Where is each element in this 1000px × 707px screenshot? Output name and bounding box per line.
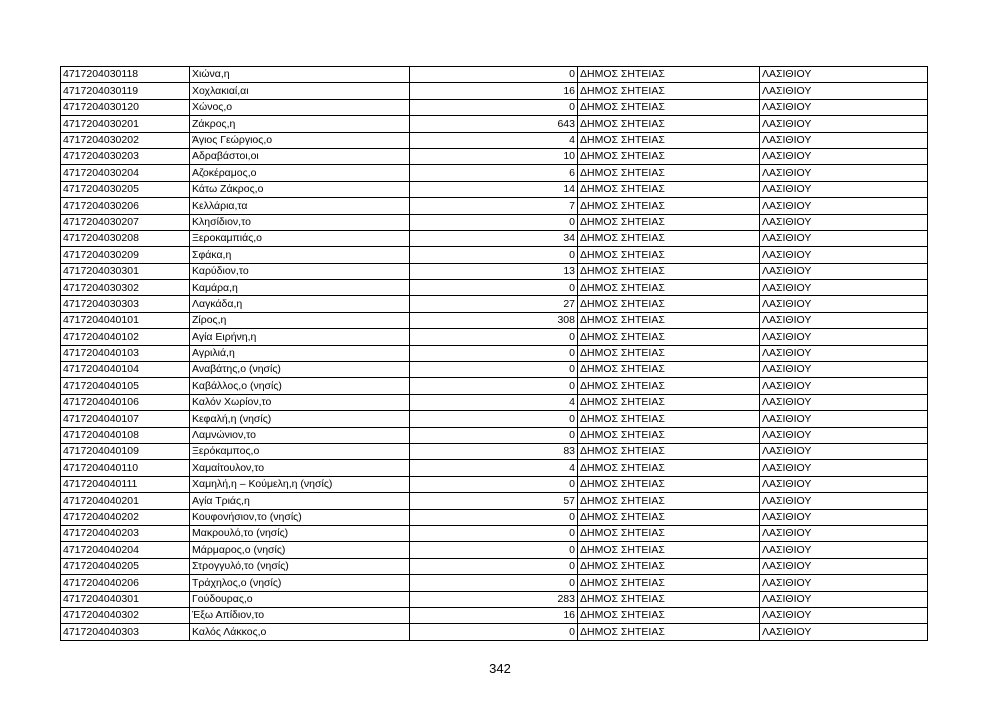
municipality-cell: ΔΗΜΟΣ ΣΗΤΕΙΑΣ xyxy=(578,116,760,132)
population-cell: 0 xyxy=(410,67,578,83)
code-cell: 4717204040204 xyxy=(61,542,190,558)
population-cell: 16 xyxy=(410,83,578,99)
table-row xyxy=(61,624,928,640)
municipality-cell: ΔΗΜΟΣ ΣΗΤΕΙΑΣ xyxy=(578,607,760,623)
code-cell: 4717204040109 xyxy=(61,443,190,459)
settlements-table-body xyxy=(61,67,928,641)
prefecture-cell: ΛΑΣΙΘΙΟΥ xyxy=(760,247,928,263)
settlement-name-cell: Καβάλλος,ο (νησίς) xyxy=(190,378,410,394)
table-row xyxy=(61,443,928,459)
table-row xyxy=(61,378,928,394)
municipality-cell: ΔΗΜΟΣ ΣΗΤΕΙΑΣ xyxy=(578,198,760,214)
prefecture-cell: ΛΑΣΙΘΙΟΥ xyxy=(760,67,928,83)
table-row xyxy=(61,394,928,410)
settlement-name-cell: Αναβάτης,ο (νησίς) xyxy=(190,362,410,378)
settlement-name-cell: Γούδουρας,ο xyxy=(190,591,410,607)
table-row xyxy=(61,542,928,558)
code-cell: 4717204040108 xyxy=(61,427,190,443)
table-row xyxy=(61,67,928,83)
prefecture-cell: ΛΑΣΙΘΙΟΥ xyxy=(760,607,928,623)
prefecture-cell: ΛΑΣΙΘΙΟΥ xyxy=(760,443,928,459)
population-cell: 0 xyxy=(410,542,578,558)
code-cell: 4717204030119 xyxy=(61,83,190,99)
table-row xyxy=(61,345,928,361)
settlement-name-cell: Λαγκάδα,η xyxy=(190,296,410,312)
population-cell: 4 xyxy=(410,132,578,148)
population-cell: 0 xyxy=(410,345,578,361)
prefecture-cell: ΛΑΣΙΘΙΟΥ xyxy=(760,214,928,230)
prefecture-cell: ΛΑΣΙΘΙΟΥ xyxy=(760,411,928,427)
population-cell: 0 xyxy=(410,214,578,230)
settlement-name-cell: Ξεροκαμπιάς,ο xyxy=(190,230,410,246)
municipality-cell: ΔΗΜΟΣ ΣΗΤΕΙΑΣ xyxy=(578,132,760,148)
settlement-name-cell: Μακρουλό,το (νησίς) xyxy=(190,525,410,541)
table-row xyxy=(61,280,928,296)
population-cell: 16 xyxy=(410,607,578,623)
prefecture-cell: ΛΑΣΙΘΙΟΥ xyxy=(760,132,928,148)
settlement-name-cell: Αδραβάστοι,οι xyxy=(190,148,410,164)
prefecture-cell: ΛΑΣΙΘΙΟΥ xyxy=(760,378,928,394)
settlement-name-cell: Αγία Ειρήνη,η xyxy=(190,329,410,345)
prefecture-cell: ΛΑΣΙΘΙΟΥ xyxy=(760,83,928,99)
code-cell: 4717204030302 xyxy=(61,280,190,296)
table-row xyxy=(61,329,928,345)
population-cell: 14 xyxy=(410,181,578,197)
code-cell: 4717204040110 xyxy=(61,460,190,476)
population-cell: 0 xyxy=(410,509,578,525)
prefecture-cell: ΛΑΣΙΘΙΟΥ xyxy=(760,280,928,296)
code-cell: 4717204040105 xyxy=(61,378,190,394)
prefecture-cell: ΛΑΣΙΘΙΟΥ xyxy=(760,493,928,509)
population-cell: 13 xyxy=(410,263,578,279)
settlement-name-cell: Στρογγυλό,το (νησίς) xyxy=(190,558,410,574)
prefecture-cell: ΛΑΣΙΘΙΟΥ xyxy=(760,427,928,443)
prefecture-cell: ΛΑΣΙΘΙΟΥ xyxy=(760,165,928,181)
municipality-cell: ΔΗΜΟΣ ΣΗΤΕΙΑΣ xyxy=(578,394,760,410)
prefecture-cell: ΛΑΣΙΘΙΟΥ xyxy=(760,198,928,214)
population-cell: 0 xyxy=(410,378,578,394)
population-cell: 283 xyxy=(410,591,578,607)
settlement-name-cell: Κελλάρια,τα xyxy=(190,198,410,214)
table-row xyxy=(61,263,928,279)
settlement-name-cell: Ζάκρος,η xyxy=(190,116,410,132)
population-cell: 34 xyxy=(410,230,578,246)
code-cell: 4717204030120 xyxy=(61,99,190,115)
settlement-name-cell: Αγία Τριάς,η xyxy=(190,493,410,509)
table-row xyxy=(61,362,928,378)
settlement-name-cell: Καλός Λάκκος,ο xyxy=(190,624,410,640)
settlement-name-cell: Χαμαίτουλον,το xyxy=(190,460,410,476)
municipality-cell: ΔΗΜΟΣ ΣΗΤΕΙΑΣ xyxy=(578,460,760,476)
table-row xyxy=(61,83,928,99)
municipality-cell: ΔΗΜΟΣ ΣΗΤΕΙΑΣ xyxy=(578,476,760,492)
population-cell: 0 xyxy=(410,362,578,378)
population-cell: 6 xyxy=(410,165,578,181)
settlement-name-cell: Σφάκα,η xyxy=(190,247,410,263)
table-row xyxy=(61,476,928,492)
prefecture-cell: ΛΑΣΙΘΙΟΥ xyxy=(760,591,928,607)
population-cell: 0 xyxy=(410,525,578,541)
prefecture-cell: ΛΑΣΙΘΙΟΥ xyxy=(760,558,928,574)
population-cell: 10 xyxy=(410,148,578,164)
settlement-name-cell: Αγριλιά,η xyxy=(190,345,410,361)
prefecture-cell: ΛΑΣΙΘΙΟΥ xyxy=(760,116,928,132)
prefecture-cell: ΛΑΣΙΘΙΟΥ xyxy=(760,296,928,312)
code-cell: 4717204030205 xyxy=(61,181,190,197)
prefecture-cell: ΛΑΣΙΘΙΟΥ xyxy=(760,476,928,492)
table-row xyxy=(61,558,928,574)
prefecture-cell: ΛΑΣΙΘΙΟΥ xyxy=(760,362,928,378)
population-cell: 0 xyxy=(410,99,578,115)
settlement-name-cell: Χιώνα,η xyxy=(190,67,410,83)
prefecture-cell: ΛΑΣΙΘΙΟΥ xyxy=(760,230,928,246)
municipality-cell: ΔΗΜΟΣ ΣΗΤΕΙΑΣ xyxy=(578,443,760,459)
population-cell: 0 xyxy=(410,427,578,443)
code-cell: 4717204030201 xyxy=(61,116,190,132)
population-cell: 83 xyxy=(410,443,578,459)
code-cell: 4717204040301 xyxy=(61,591,190,607)
municipality-cell: ΔΗΜΟΣ ΣΗΤΕΙΑΣ xyxy=(578,558,760,574)
code-cell: 4717204040106 xyxy=(61,394,190,410)
population-cell: 7 xyxy=(410,198,578,214)
table-row xyxy=(61,460,928,476)
settlement-name-cell: Τράχηλος,ο (νησίς) xyxy=(190,575,410,591)
prefecture-cell: ΛΑΣΙΘΙΟΥ xyxy=(760,509,928,525)
prefecture-cell: ΛΑΣΙΘΙΟΥ xyxy=(760,329,928,345)
population-cell: 0 xyxy=(410,247,578,263)
prefecture-cell: ΛΑΣΙΘΙΟΥ xyxy=(760,525,928,541)
population-cell: 0 xyxy=(410,558,578,574)
table-row xyxy=(61,509,928,525)
code-cell: 4717204040302 xyxy=(61,607,190,623)
prefecture-cell: ΛΑΣΙΘΙΟΥ xyxy=(760,312,928,328)
table-row xyxy=(61,99,928,115)
code-cell: 4717204040201 xyxy=(61,493,190,509)
municipality-cell: ΔΗΜΟΣ ΣΗΤΕΙΑΣ xyxy=(578,329,760,345)
prefecture-cell: ΛΑΣΙΘΙΟΥ xyxy=(760,460,928,476)
code-cell: 4717204040206 xyxy=(61,575,190,591)
municipality-cell: ΔΗΜΟΣ ΣΗΤΕΙΑΣ xyxy=(578,509,760,525)
settlement-name-cell: Καλόν Χωρίον,το xyxy=(190,394,410,410)
municipality-cell: ΔΗΜΟΣ ΣΗΤΕΙΑΣ xyxy=(578,165,760,181)
population-cell: 57 xyxy=(410,493,578,509)
code-cell: 4717204030207 xyxy=(61,214,190,230)
municipality-cell: ΔΗΜΟΣ ΣΗΤΕΙΑΣ xyxy=(578,83,760,99)
code-cell: 4717204040203 xyxy=(61,525,190,541)
code-cell: 4717204040104 xyxy=(61,362,190,378)
table-row xyxy=(61,575,928,591)
settlement-name-cell: Κάτω Ζάκρος,ο xyxy=(190,181,410,197)
settlement-name-cell: Αζοκέραμος,ο xyxy=(190,165,410,181)
prefecture-cell: ΛΑΣΙΘΙΟΥ xyxy=(760,575,928,591)
settlement-name-cell: Μάρμαρος,ο (νησίς) xyxy=(190,542,410,558)
code-cell: 4717204040111 xyxy=(61,476,190,492)
table-row xyxy=(61,591,928,607)
municipality-cell: ΔΗΜΟΣ ΣΗΤΕΙΑΣ xyxy=(578,67,760,83)
settlement-name-cell: Ξερόκαμπος,ο xyxy=(190,443,410,459)
municipality-cell: ΔΗΜΟΣ ΣΗΤΕΙΑΣ xyxy=(578,378,760,394)
prefecture-cell: ΛΑΣΙΘΙΟΥ xyxy=(760,394,928,410)
table-row xyxy=(61,165,928,181)
code-cell: 4717204030301 xyxy=(61,263,190,279)
table-row xyxy=(61,132,928,148)
prefecture-cell: ΛΑΣΙΘΙΟΥ xyxy=(760,624,928,640)
code-cell: 4717204030209 xyxy=(61,247,190,263)
municipality-cell: ΔΗΜΟΣ ΣΗΤΕΙΑΣ xyxy=(578,362,760,378)
settlement-name-cell: Χώνος,ο xyxy=(190,99,410,115)
settlement-name-cell: Καρύδιον,το xyxy=(190,263,410,279)
prefecture-cell: ΛΑΣΙΘΙΟΥ xyxy=(760,263,928,279)
settlement-name-cell: Λαμνώνιον,το xyxy=(190,427,410,443)
municipality-cell: ΔΗΜΟΣ ΣΗΤΕΙΑΣ xyxy=(578,542,760,558)
municipality-cell: ΔΗΜΟΣ ΣΗΤΕΙΑΣ xyxy=(578,214,760,230)
population-cell: 4 xyxy=(410,394,578,410)
population-cell: 4 xyxy=(410,460,578,476)
table-row xyxy=(61,312,928,328)
population-cell: 27 xyxy=(410,296,578,312)
prefecture-cell: ΛΑΣΙΘΙΟΥ xyxy=(760,181,928,197)
population-cell: 0 xyxy=(410,575,578,591)
population-cell: 0 xyxy=(410,280,578,296)
code-cell: 4717204040101 xyxy=(61,312,190,328)
table-row xyxy=(61,214,928,230)
population-cell: 0 xyxy=(410,624,578,640)
code-cell: 4717204030303 xyxy=(61,296,190,312)
settlement-name-cell: Έξω Απίδιον,το xyxy=(190,607,410,623)
settlement-name-cell: Ζίρος,η xyxy=(190,312,410,328)
table-row xyxy=(61,230,928,246)
municipality-cell: ΔΗΜΟΣ ΣΗΤΕΙΑΣ xyxy=(578,624,760,640)
population-cell: 308 xyxy=(410,312,578,328)
settlement-name-cell: Καμάρα,η xyxy=(190,280,410,296)
population-cell: 0 xyxy=(410,476,578,492)
table-row xyxy=(61,296,928,312)
table-row xyxy=(61,181,928,197)
code-cell: 4717204040107 xyxy=(61,411,190,427)
code-cell: 4717204040303 xyxy=(61,624,190,640)
municipality-cell: ΔΗΜΟΣ ΣΗΤΕΙΑΣ xyxy=(578,525,760,541)
municipality-cell: ΔΗΜΟΣ ΣΗΤΕΙΑΣ xyxy=(578,411,760,427)
settlement-name-cell: Κλησίδιον,το xyxy=(190,214,410,230)
prefecture-cell: ΛΑΣΙΘΙΟΥ xyxy=(760,345,928,361)
municipality-cell: ΔΗΜΟΣ ΣΗΤΕΙΑΣ xyxy=(578,345,760,361)
table-row xyxy=(61,148,928,164)
settlement-name-cell: Χοχλακιαί,αι xyxy=(190,83,410,99)
prefecture-cell: ΛΑΣΙΘΙΟΥ xyxy=(760,542,928,558)
municipality-cell: ΔΗΜΟΣ ΣΗΤΕΙΑΣ xyxy=(578,263,760,279)
settlement-name-cell: Κεφαλή,η (νησίς) xyxy=(190,411,410,427)
table-row xyxy=(61,525,928,541)
municipality-cell: ΔΗΜΟΣ ΣΗΤΕΙΑΣ xyxy=(578,148,760,164)
table-row xyxy=(61,116,928,132)
municipality-cell: ΔΗΜΟΣ ΣΗΤΕΙΑΣ xyxy=(578,99,760,115)
municipality-cell: ΔΗΜΟΣ ΣΗΤΕΙΑΣ xyxy=(578,280,760,296)
settlements-table xyxy=(60,66,928,641)
code-cell: 4717204030208 xyxy=(61,230,190,246)
code-cell: 4717204030118 xyxy=(61,67,190,83)
code-cell: 4717204030206 xyxy=(61,198,190,214)
code-cell: 4717204030202 xyxy=(61,132,190,148)
table-row xyxy=(61,607,928,623)
table-row xyxy=(61,411,928,427)
table-row xyxy=(61,427,928,443)
prefecture-cell: ΛΑΣΙΘΙΟΥ xyxy=(760,148,928,164)
table-row xyxy=(61,198,928,214)
municipality-cell: ΔΗΜΟΣ ΣΗΤΕΙΑΣ xyxy=(578,296,760,312)
settlement-name-cell: Άγιος Γεώργιος,ο xyxy=(190,132,410,148)
table-row xyxy=(61,493,928,509)
code-cell: 4717204040205 xyxy=(61,558,190,574)
settlement-name-cell: Χαμηλή,η – Κούμελη,η (νησίς) xyxy=(190,476,410,492)
population-cell: 0 xyxy=(410,329,578,345)
municipality-cell: ΔΗΜΟΣ ΣΗΤΕΙΑΣ xyxy=(578,230,760,246)
municipality-cell: ΔΗΜΟΣ ΣΗΤΕΙΑΣ xyxy=(578,493,760,509)
municipality-cell: ΔΗΜΟΣ ΣΗΤΕΙΑΣ xyxy=(578,247,760,263)
page-number: 342 xyxy=(489,661,511,676)
population-cell: 0 xyxy=(410,411,578,427)
code-cell: 4717204030204 xyxy=(61,165,190,181)
municipality-cell: ΔΗΜΟΣ ΣΗΤΕΙΑΣ xyxy=(578,427,760,443)
code-cell: 4717204040103 xyxy=(61,345,190,361)
settlement-name-cell: Κουφονήσιον,το (νησίς) xyxy=(190,509,410,525)
code-cell: 4717204030203 xyxy=(61,148,190,164)
municipality-cell: ΔΗΜΟΣ ΣΗΤΕΙΑΣ xyxy=(578,591,760,607)
code-cell: 4717204040102 xyxy=(61,329,190,345)
prefecture-cell: ΛΑΣΙΘΙΟΥ xyxy=(760,99,928,115)
population-cell: 643 xyxy=(410,116,578,132)
table-row xyxy=(61,247,928,263)
municipality-cell: ΔΗΜΟΣ ΣΗΤΕΙΑΣ xyxy=(578,312,760,328)
municipality-cell: ΔΗΜΟΣ ΣΗΤΕΙΑΣ xyxy=(578,575,760,591)
municipality-cell: ΔΗΜΟΣ ΣΗΤΕΙΑΣ xyxy=(578,181,760,197)
code-cell: 4717204040202 xyxy=(61,509,190,525)
